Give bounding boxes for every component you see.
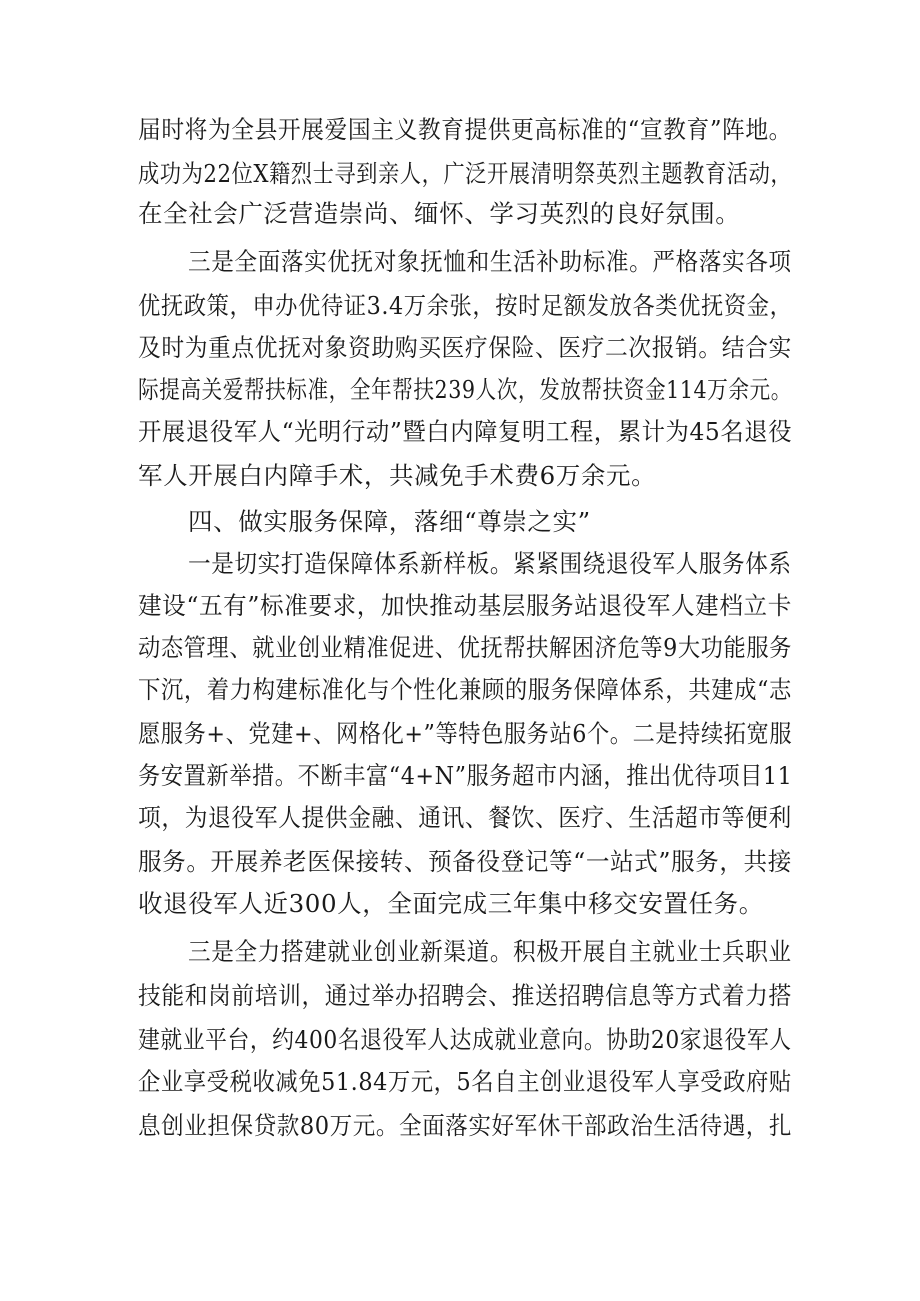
text-line: 建设“五有”标准要求，加快推动基层服务站退役军人建档立卡 bbox=[138, 591, 792, 620]
text-line: 优抚政策，申办优待证3.4万余张，按时足额发放各类优抚资金， bbox=[138, 291, 793, 320]
text-line: 技能和岗前培训，通过举办招聘会、推送招聘信息等方式着力搭 bbox=[138, 981, 792, 1010]
text-line: 愿服务+、党建+、网格化+”等特色服务站6个。二是持续拓宽服 bbox=[138, 719, 793, 748]
text-line: 际提高关爱帮扶标准，全年帮扶239人次，发放帮扶资金114万余元。 bbox=[138, 375, 792, 404]
text-line: 息创业担保贷款80万元。全面落实好军休干部政治生活待遇，扎 bbox=[138, 1111, 793, 1140]
text-line: 及时为重点优抚对象资助购买医疗保险、医疗二次报销。结合实 bbox=[138, 333, 792, 362]
text-line: 项，为退役军人提供金融、通讯、餐饮、医疗、生活超市等便利 bbox=[138, 803, 792, 832]
text-line: 动态管理、就业创业精准促进、优抚帮扶解困济危等9大功能服务 bbox=[138, 633, 792, 662]
text-line: 三是全力搭建就业创业新渠道。积极开展自主就业士兵职业 bbox=[188, 937, 792, 966]
text-line: 三是全面落实优抚对象抚恤和生活补助标准。严格落实各项 bbox=[188, 247, 792, 276]
text-line: 开展退役军人“光明行动”暨白内障复明工程，累计为45名退役 bbox=[138, 417, 793, 446]
text-line: 务安置新举措。不断丰富“4+N”服务超市内涵，推出优待项目11 bbox=[138, 761, 793, 790]
text-line: 企业享受税收减免51.84万元，5名自主创业退役军人享受政府贴 bbox=[138, 1067, 792, 1096]
text-line: 在全社会广泛营造崇尚、缅怀、学习英烈的良好氛围。 bbox=[138, 199, 741, 228]
text-line: 军人开展白内障手术，共减免手术费6万余元。 bbox=[138, 461, 657, 490]
text-line: 服务。开展养老医保接转、预备役登记等“一站式”服务，共接 bbox=[138, 847, 792, 876]
text-line: 一是切实打造保障体系新样板。紧紧围绕退役军人服务体系 bbox=[188, 549, 792, 578]
text-line: 成功为22位X籍烈士寻到亲人，广泛开展清明祭英烈主题教育活动， bbox=[138, 159, 793, 188]
text-line: 下沉，着力构建标准化与个性化兼顾的服务保障体系，共建成“志 bbox=[138, 675, 792, 704]
section-heading: 四、做实服务保障，落细“尊崇之实” bbox=[188, 507, 591, 536]
text-line: 建就业平台，约400名退役军人达成就业意向。协助20家退役军人 bbox=[138, 1025, 792, 1054]
text-line: 收退役军人近300人，全面完成三年集中移交安置任务。 bbox=[138, 889, 764, 918]
text-line: 届时将为全县开展爱国主义教育提供更高标准的“宣教育”阵地。 bbox=[138, 115, 792, 144]
